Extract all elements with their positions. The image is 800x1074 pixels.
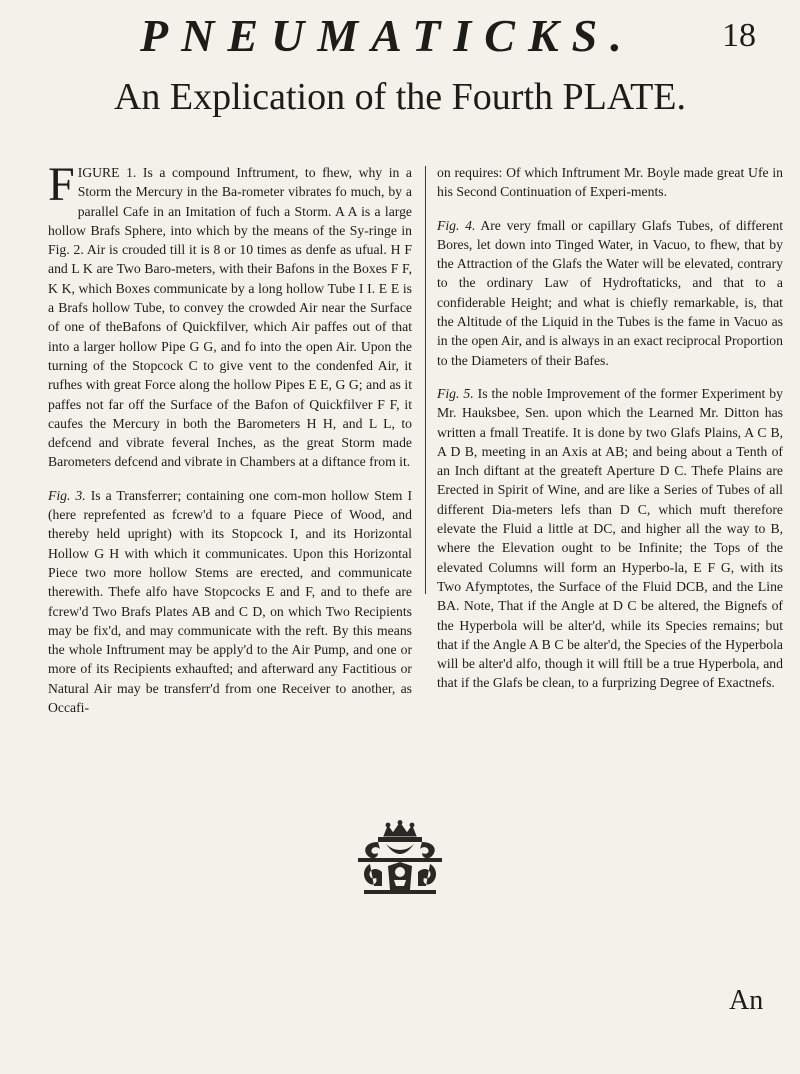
figure-1-text: IGURE 1. Is a compound Inftrument, to fhew, why in a Storm the Mercury in the Ba-rometer vibrates fo much, by a parallel Cafe in an Imitation of fuch a Storm. A A is a large hollow Brafs Sphere, into which by the means of the Sy-ringe in Fig. 2. Air is crouded till it is 8 or 10 times as denfe as ufual. H F and L K are Two Baro-meters, with their Bafons in the Boxes F F, K K, which Boxes communicate by a long hollow Tube I I. E E is a Brafs hollow Tube, to convey the crowded Air near the Surface of one of theBafons of Quickfilver, which Air paffes out of that into a larger hollow Pipe G G, and fo into the open Air. Upon the turning of the Stopcock C to give vent to the condenfed Air, it rufhes with great Force along the hollow Pipes E E, G G; and as it paffes not far off the Surface of the Bafon of Quickfilver F F, it caufes the Mercury in both the Barometers H H, and L L, to defcend and vibrate feveral Inches, as the great Storm made Barometers defcend and vibrate in Chambers at a diftance from it. <box>48 165 412 470</box>
figure-4-paragraph <box>437 216 783 370</box>
figure-1-paragraph <box>48 158 412 472</box>
figure-3-text: Is a Transferrer; containing one com-mon hollow Stem I (here reprefented as fcrew'd to a fquare Piece of Wood, and thereby held upright) with its Stopcock I, and its Horizontal Hollow G H with which it communicates. Upon this Horizontal Piece two more hollow Stems are erected, and communicate therewith. Thefe alfo have Stopcocks E and F, and to thefe are fcrew'd Two Brafs Plates AB and C D, on which Two Recipients may be fix'd, and may communicate with the reft. By this means the whole Inftrument may be apply'd to the Air Pump, and one or more of its Recipients exhaufted; and afterward any Factitious or Natural Air may be transferr'd from one Receiver to another, as Occafi- <box>48 487 412 716</box>
page-number: 18 <box>722 17 756 54</box>
drop-cap: F <box>48 158 75 211</box>
printer-ornament-icon <box>348 820 452 896</box>
continuation-paragraph <box>437 163 783 202</box>
column-rule <box>425 166 426 594</box>
figure-5-paragraph <box>437 384 783 693</box>
figure-5-label: Fig. 5. <box>437 385 474 401</box>
figure-4-label: Fig. 4. <box>437 217 476 233</box>
right-column <box>437 163 783 693</box>
figure-5-text: Is the noble Improvement of the former Experiment by Mr. Hauksbee, Sen. upon which the Learned Mr. Ditton has written a fmall Treatife. It is done by two Glafs Plains, A C B, A D B, meeting in an Axis at AB; and being about a Tenth of an Inch diftant at the greateft Aperture D C. Thefe Plains are Erected in Spirit of Wine, and are like a Series of Tubes of all different Dia-meters lefs than D C, which muft therefore elevate the Fluid a little at DC, and higher all the way to B, where the Elevation ought to be Infinite; the Tops of the elevated Columns will form an Hyperbo-la, E F G, with its Two Afymptotes, the Surface of the Fluid DCB, and the Line BA. Note, That if the Angle at D C be altered, the Bignefs of the Hyperbola will be alter'd, while its Species remains; but that if the Angle A B C be alter'd, the Species of the Hyperbola will be alter'd alfo, though it will ftill be a true Hyperbola, and that if the Glafs be clean, to a furprizing Degree of Exactnefs. <box>437 385 783 691</box>
left-column <box>48 158 412 717</box>
catchword: An <box>729 985 764 1016</box>
running-head <box>0 6 800 66</box>
figure-3-paragraph <box>48 486 412 718</box>
running-title: PNEUMATICKS. <box>140 10 635 61</box>
figure-4-text: Are very fmall or capillary Glafs Tubes, of different Bores, let down into Tinged Water, in Vacuo, to fhew, that by the Attraction of the Glafs the Water will be elevated, contrary to the ordinary Law of Hydroftaticks, and that to a confiderable Height; and what is chiefly remarkable, is, that the Altitude of the Liquid in the Tubes is the fame in Vacuo as in the open Air, and is always in an exact reciprocal Proportion to the Diameters of their Bafes. <box>437 217 784 368</box>
continuation-text: on requires: Of which Inftrument Mr. Boyle made great Ufe in his Second Continuation of Experi-ments. <box>437 165 783 200</box>
plate-title: An Explication of the Fourth PLATE. <box>113 76 687 118</box>
figure-3-label: Fig. 3. <box>48 487 86 503</box>
